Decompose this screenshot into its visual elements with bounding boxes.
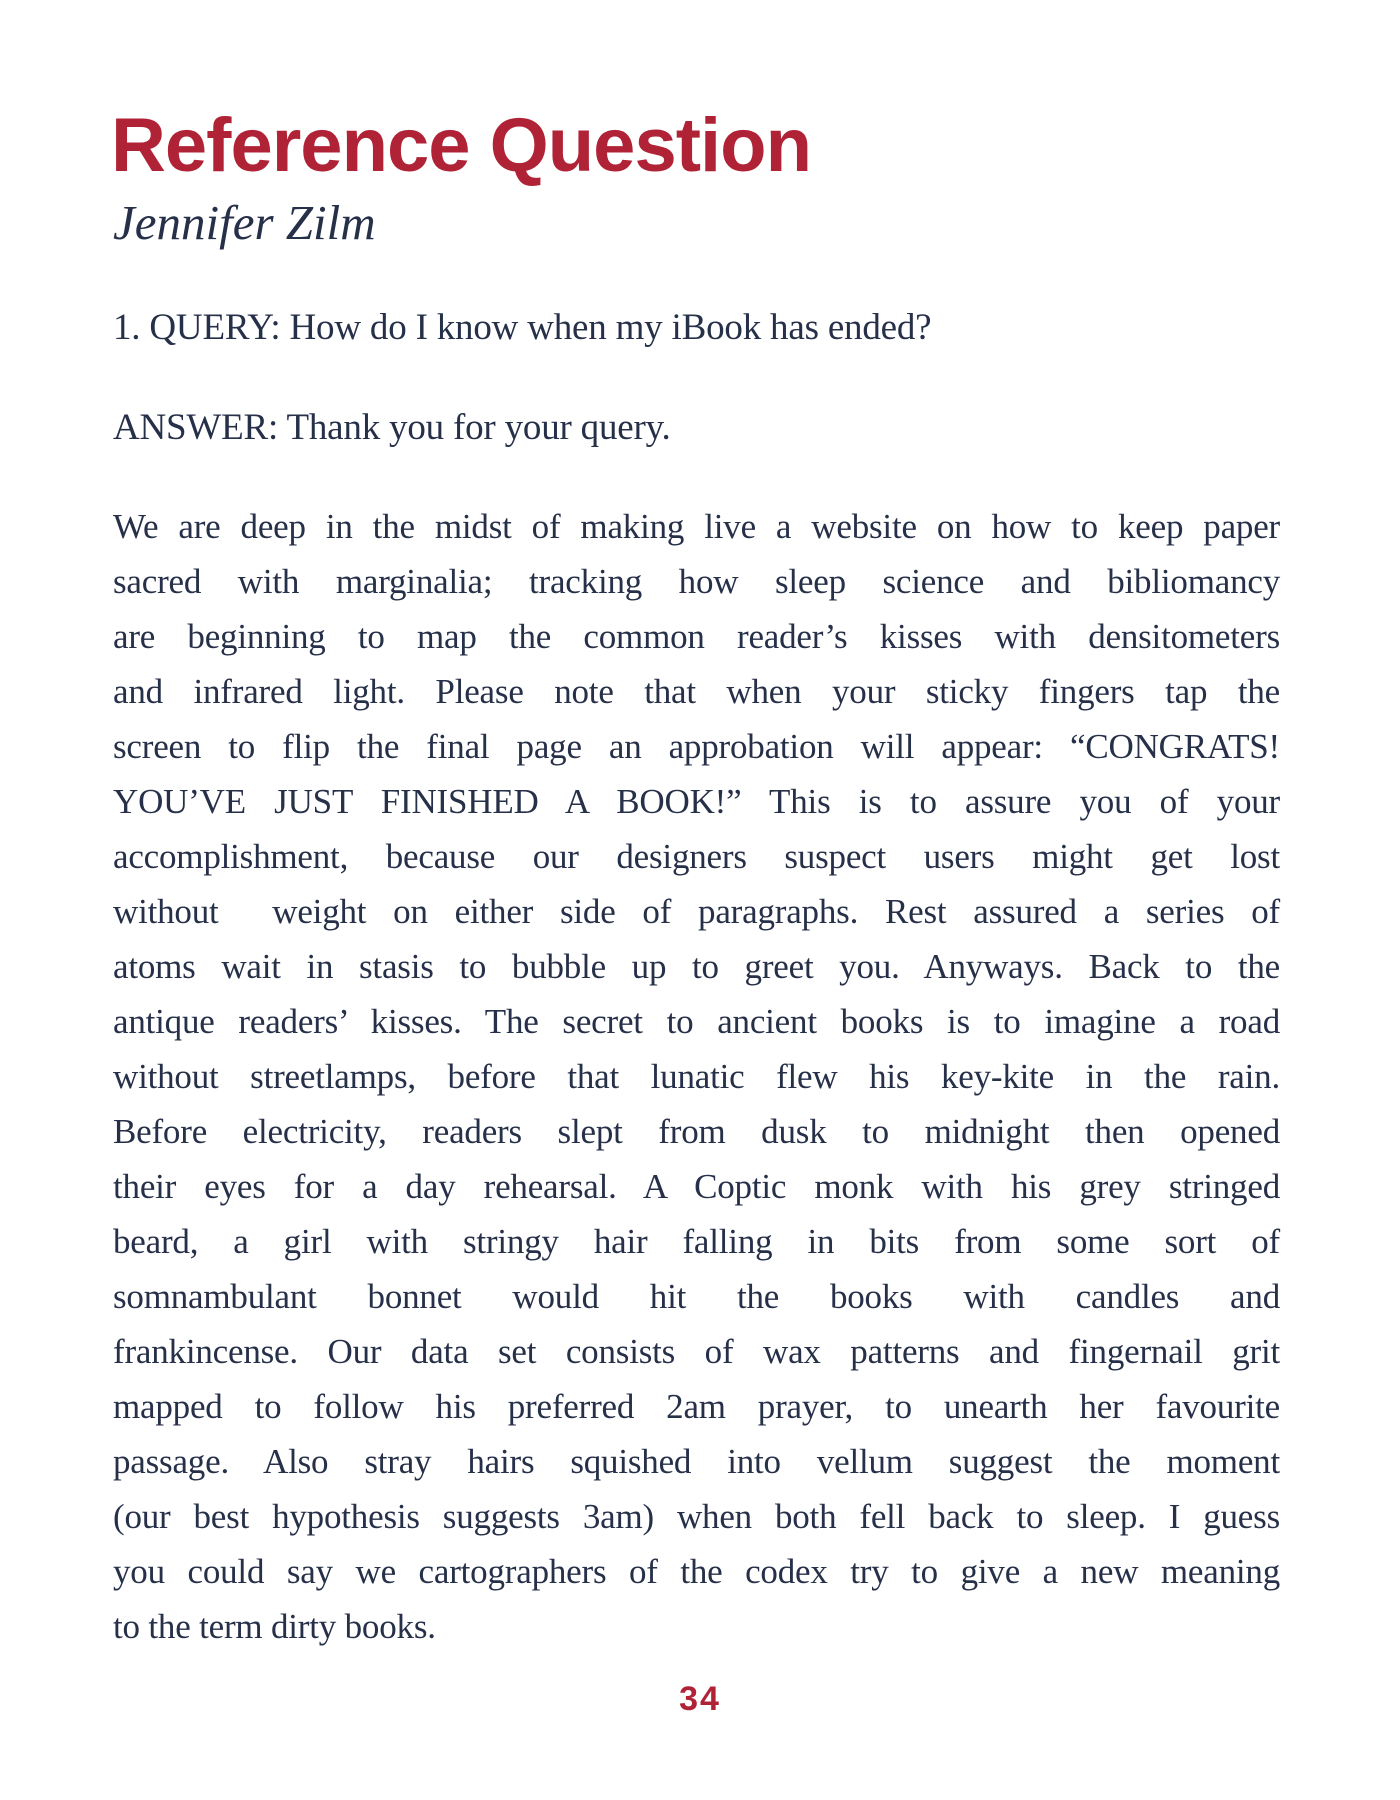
- body-line: passage. Also stray hairs squished into vellum suggest the moment: [113, 1442, 1280, 1481]
- body-line: antique readers’ kisses. The secret to ancient books is to imagine a road: [113, 1002, 1280, 1041]
- body-line: are beginning to map the common reader’s kisses with densitometers: [113, 617, 1280, 656]
- body-line: without streetlamps, before that lunatic flew his key-kite in the rain.: [113, 1057, 1280, 1096]
- body-line: sacred with marginalia; tracking how sleep science and bibliomancy: [113, 562, 1280, 601]
- body-line: screen to flip the final page an approbation will appear: “CONGRATS!: [113, 727, 1280, 766]
- body-line: somnambulant bonnet would hit the books with candles and: [113, 1277, 1280, 1316]
- body-line: accomplishment, because our designers suspect users might get lost: [113, 837, 1280, 876]
- body-line: without weight on either side of paragraphs. Rest assured a series of: [113, 892, 1280, 931]
- body-line: (our best hypothesis suggests 3am) when both fell back to sleep. I guess: [113, 1497, 1280, 1536]
- body-line: beard, a girl with stringy hair falling in bits from some sort of: [113, 1222, 1280, 1261]
- page-number: 34: [679, 1680, 721, 1718]
- answer-line: ANSWER: Thank you for your query.: [113, 407, 671, 448]
- body-line: mapped to follow his preferred 2am prayer, to unearth her favourite: [113, 1387, 1280, 1426]
- body-line: their eyes for a day rehearsal. A Coptic monk with his grey stringed: [113, 1167, 1280, 1206]
- author-byline: Jennifer Zilm: [113, 195, 376, 250]
- answer-paragraph: [113, 499, 1280, 1654]
- body-line: We are deep in the midst of making live a website on how to keep paper: [113, 507, 1280, 546]
- body-line: you could say we cartographers of the codex try to give a new meaning: [113, 1552, 1280, 1591]
- query-line: 1. QUERY: How do I know when my iBook has ended?: [113, 307, 932, 348]
- body-line: Before electricity, readers slept from dusk to midnight then opened: [113, 1112, 1280, 1151]
- body-line: and infrared light. Please note that when your sticky fingers tap the: [113, 672, 1280, 711]
- body-line: YOU’VE JUST FINISHED A BOOK!” This is to assure you of your: [113, 782, 1280, 821]
- body-line: to the term dirty books.: [113, 1607, 436, 1646]
- body-line: atoms wait in stasis to bubble up to greet you. Anyways. Back to the: [113, 947, 1280, 986]
- body-line: frankincense. Our data set consists of wax patterns and fingernail grit: [113, 1332, 1280, 1371]
- page-title: Reference Question: [111, 103, 811, 188]
